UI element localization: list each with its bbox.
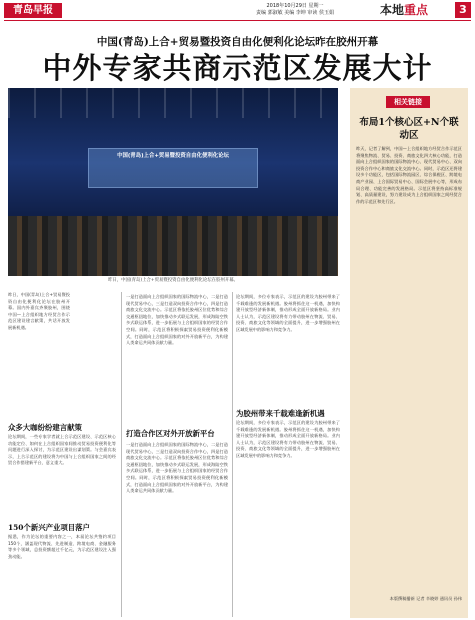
- body-col2: 一是打造面向上合组织国家的国际物流中心，二是打造现代贸易中心，三是打造双向投资合作中心，四是打造商旅文化交流中心。示范区将依托胶州区位优势和综合交通枢纽地位，加快推动多式联运发展，形成海陆空铁多式联运体系，进一步拓展与上合组织国家的经贸合作空间。同时，示范区将积极探索贸易投资便利化新模式，打造面向上合组织国家的对外开放新平台，为构建人类命运共同体贡献力量。: [126, 294, 228, 346]
- section-label: [380, 2, 452, 18]
- column-divider-2: [232, 292, 233, 617]
- stage-screen-text: 中国(青岛)上合+贸易暨投资自由化便利化论坛: [117, 153, 229, 159]
- body-col3a: 论坛期间，多位专家表示，示范区的建设为胶州带来了千载难逢的发展新机遇。胶州将抓住这一机遇，加快构建开放型经济新体制，推动形成全面开放新格局。业内人士认为，示范区建设将有力带动胶州在物流、贸易、投资、商旅文化等领域的全面提升，进一步增强胶州在区域发展中的影响力和竞争力。: [236, 294, 340, 332]
- body-col1b: 据悉，作为论坛的重要内容之一，本届论坛共签约项目150个，涵盖现代物流、先进制造、跨境电商、金融服务等多个领域，总投资额超过千亿元，为示范区建设注入强劲动能。: [8, 534, 116, 559]
- section-title-3: 打造合作区对外开放新平台: [126, 429, 215, 438]
- section-title-4: 为胶州带来千载难逢新机遇: [236, 409, 325, 418]
- column-divider-1: [121, 292, 122, 617]
- editor-credits: 责编 郭淑敏 美编 李坤 审读 侯玉娟: [256, 10, 334, 16]
- audience: [8, 216, 338, 276]
- section-prefix: 本地: [380, 3, 405, 17]
- body-col1a: 论坛期间，一些专家学者就上合示范区建设、示范区核心功能定位、如何在上合组织国家间推动贸易投资便利化等问题进行深入探讨，为示范区建设出谋划策。与会嘉宾表示，上合示范区的建设将为中国与上合组织国家之间的经贸合作搭建新平台，意义重大。: [8, 434, 116, 466]
- headline-title: 中外专家共商示范区发展大计: [42, 51, 433, 85]
- forum-photo: [8, 88, 338, 276]
- issue-date: 2018年10月29日 星期一: [266, 3, 324, 9]
- sidebar-body: 昨天，记者了解到，中国—上合组织地方经贸合作示范区将聚焦物流、贸易、投资、商旅文化四大核心功能，打造面向上合组织国家的国际物流中心、现代贸易中心、双向投资合作中心和商旅文化交流中心。同时，示范区还将建设多个功能区，包括国际物流园区、综合保税区、跨境电商产业园、上合国际贸易中心、国际会展中心等，形成布局合理、功能完善的发展格局。示范区将坚持高标准规划、高质量建设，努力建设成为上合组织国家之间经贸合作的示范区和先行区。: [356, 146, 462, 204]
- page-number: 3: [455, 2, 471, 18]
- section-title-2: 150个新兴产业项目落户: [8, 523, 90, 532]
- photo-caption: 昨日，中国(青岛)上合+贸易暨投资自由化便利化论坛在胶州开幕。: [107, 278, 239, 283]
- header-rule: [4, 20, 471, 21]
- sidebar-tag: 相关链接: [386, 96, 430, 108]
- issue-info: [210, 3, 380, 17]
- sidebar-footer: 本版撰稿播新 记者 辛晓婷 通讯员 孙伟: [389, 596, 462, 601]
- body-col2-cont: 一是打造面向上合组织国家的国际物流中心，二是打造现代贸易中心，三是打造双向投资合作中心，四是打造商旅文化交流中心。示范区将依托胶州区位优势和综合交通枢纽地位，加快推动多式联运发展，形成海陆空铁多式联运体系，进一步拓展与上合组织国家的经贸合作空间。同时，示范区将积极探索贸易投资便利化新模式，打造面向上合组织国家的对外开放新平台，为构建人类命运共同体贡献力量。: [126, 442, 228, 494]
- sidebar-title: 布局1个核心区+N个联动区: [359, 117, 459, 141]
- section-title-1: 众多大咖纷纷建言献策: [8, 423, 82, 432]
- newspaper-logo: 青岛早报: [4, 3, 62, 18]
- section-suffix: 重点: [404, 3, 429, 17]
- headline-subtitle: 中国(青岛)上合+贸易暨投资自由化便利化论坛昨在胶州开幕: [96, 36, 379, 48]
- stage-lights: [8, 88, 338, 118]
- lede-text: 昨日，中国(青岛)上合+贸易暨投资自由化便利化论坛在胶州开幕。国内外嘉宾齐聚胶州，围绕中国—上合组织地方经贸合作示范区建设建言献策，共话开放发展新机遇。: [8, 292, 70, 330]
- body-col3b: 论坛期间，多位专家表示，示范区的建设为胶州带来了千载难逢的发展新机遇。胶州将抓住这一机遇，加快构建开放型经济新体制，推动形成全面开放新格局。业内人士认为，示范区建设将有力带动胶州在物流、贸易、投资、商旅文化等领域的全面提升，进一步增强胶州在区域发展中的影响力和竞争力。: [236, 420, 340, 458]
